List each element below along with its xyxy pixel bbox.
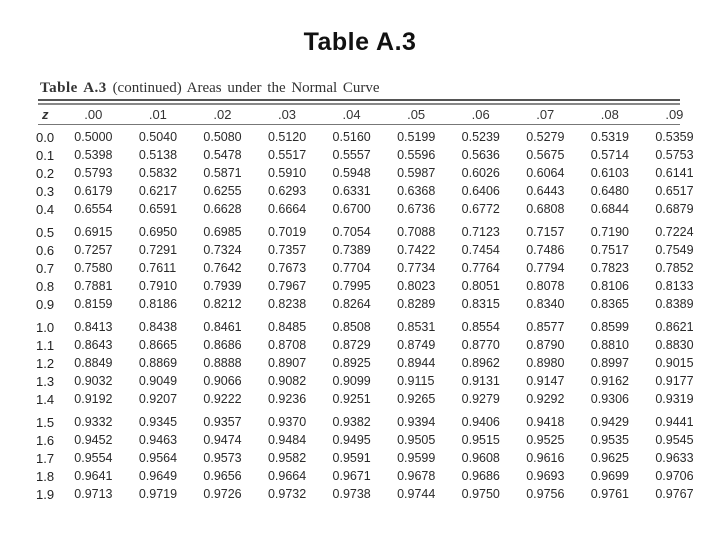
area-value-cell: 0.9474: [203, 433, 242, 447]
area-value-cell: 0.6844: [590, 202, 630, 216]
area-value-cell: 0.8869: [138, 356, 178, 370]
area-value-cell: 0.7190: [590, 225, 630, 239]
area-value-cell: 0.6103: [590, 166, 630, 180]
area-value-cell: 0.9706: [655, 469, 694, 483]
z-value-cell: 1.5: [36, 414, 55, 430]
area-value-cell: 0.9591: [332, 451, 371, 465]
column-header: .00: [84, 107, 103, 122]
area-value-cell: 0.7019: [267, 225, 307, 239]
area-value-cell: 0.9573: [203, 451, 242, 465]
area-value-cell: 0.9370: [267, 415, 307, 429]
area-value-cell: 0.5359: [655, 130, 694, 144]
area-value-cell: 0.6293: [267, 184, 307, 198]
area-value-cell: 0.7157: [526, 225, 565, 239]
caption-note: (continued): [112, 80, 182, 96]
area-value-cell: 0.9693: [526, 469, 565, 483]
area-value-cell: 0.7995: [332, 279, 371, 293]
area-value-cell: 0.9015: [655, 356, 694, 370]
column-header: .09: [665, 107, 684, 122]
area-value-cell: 0.8389: [655, 297, 694, 311]
z-value-cell: 1.7: [36, 450, 55, 466]
area-value-cell: 0.5636: [461, 148, 500, 162]
area-value-cell: 0.6331: [332, 184, 371, 198]
area-value-cell: 0.8686: [203, 338, 242, 352]
z-value-cell: 1.2: [36, 355, 55, 371]
caption-label: Table A.3: [40, 80, 107, 96]
area-value-cell: 0.7642: [203, 261, 242, 275]
area-value-cell: 0.7910: [138, 279, 178, 293]
area-value-cell: 0.8159: [74, 297, 113, 311]
area-value-cell: 0.9545: [655, 433, 694, 447]
table-body: [32, 124, 720, 503]
area-value-cell: 0.7967: [267, 279, 307, 293]
area-value-cell: 0.9738: [332, 487, 371, 501]
column-header: .07: [536, 107, 555, 122]
z-value-cell: 1.0: [36, 319, 55, 335]
area-value-cell: 0.9505: [397, 433, 436, 447]
area-value-cell: 0.8554: [461, 320, 500, 334]
area-value-cell: 0.9394: [397, 415, 436, 429]
area-value-cell: 0.9382: [332, 415, 371, 429]
area-value-cell: 0.8051: [461, 279, 500, 293]
area-value-cell: 0.7454: [461, 243, 500, 257]
area-value-cell: 0.6664: [267, 202, 307, 216]
area-value-cell: 0.8830: [655, 338, 694, 352]
area-value-cell: 0.9066: [203, 374, 242, 388]
area-value-cell: 0.5714: [590, 148, 630, 162]
area-value-cell: 0.8962: [461, 356, 500, 370]
column-header: .03: [277, 107, 297, 122]
area-value-cell: 0.5557: [332, 148, 371, 162]
top-rule: [38, 99, 680, 101]
normal-curve-table: [32, 105, 720, 503]
column-header: .06: [471, 107, 490, 122]
area-value-cell: 0.5596: [397, 148, 436, 162]
area-value-cell: 0.9162: [590, 374, 630, 388]
area-value-cell: 0.7324: [203, 243, 242, 257]
z-value-cell: 0.6: [36, 242, 55, 258]
table-row: [32, 241, 720, 259]
area-value-cell: 0.7088: [397, 225, 436, 239]
area-value-cell: 0.9292: [526, 392, 565, 406]
area-value-cell: 0.5279: [526, 130, 565, 144]
table-row: [32, 124, 720, 146]
area-value-cell: 0.5319: [590, 130, 630, 144]
column-header: .05: [407, 107, 426, 122]
area-value-cell: 0.9750: [461, 487, 500, 501]
area-value-cell: 0.9678: [397, 469, 436, 483]
area-value-cell: 0.8621: [655, 320, 694, 334]
area-value-cell: 0.9049: [138, 374, 178, 388]
area-value-cell: 0.9192: [74, 392, 113, 406]
area-value-cell: 0.6179: [74, 184, 113, 198]
area-value-cell: 0.6217: [138, 184, 178, 198]
area-value-cell: 0.8461: [203, 320, 242, 334]
area-value-cell: 0.9452: [74, 433, 113, 447]
area-value-cell: 0.7517: [590, 243, 630, 257]
area-value-cell: 0.7734: [397, 261, 436, 275]
area-value-cell: 0.7291: [138, 243, 178, 257]
area-value-cell: 0.9306: [590, 392, 630, 406]
area-value-cell: 0.5793: [74, 166, 113, 180]
z-value-cell: 0.8: [36, 278, 55, 294]
caption-text: Areas under the Normal Curve: [186, 80, 380, 96]
column-header-z: z: [42, 107, 49, 122]
z-value-cell: 0.4: [36, 201, 55, 217]
area-value-cell: 0.8186: [138, 297, 178, 311]
area-value-cell: 0.7823: [590, 261, 630, 275]
area-value-cell: 0.9279: [461, 392, 500, 406]
area-value-cell: 0.7486: [526, 243, 565, 257]
area-value-cell: 0.9332: [74, 415, 113, 429]
area-value-cell: 0.9554: [74, 451, 113, 465]
area-value-cell: 0.6443: [526, 184, 565, 198]
table-row: [32, 390, 720, 408]
area-value-cell: 0.9671: [332, 469, 371, 483]
area-value-cell: 0.5871: [203, 166, 242, 180]
area-value-cell: 0.9686: [461, 469, 500, 483]
table-row: [32, 431, 720, 449]
area-value-cell: 0.9115: [397, 374, 435, 388]
table-row: [32, 146, 720, 164]
area-value-cell: 0.7794: [526, 261, 565, 275]
area-value-cell: 0.6141: [655, 166, 694, 180]
area-value-cell: 0.9649: [138, 469, 178, 483]
area-value-cell: 0.8365: [590, 297, 630, 311]
z-value-cell: 0.9: [36, 296, 55, 312]
area-value-cell: 0.8212: [203, 297, 242, 311]
area-value-cell: 0.5675: [526, 148, 565, 162]
area-value-cell: 0.5948: [332, 166, 371, 180]
area-value-cell: 0.9429: [590, 415, 630, 429]
area-value-cell: 0.8810: [590, 338, 630, 352]
z-value-cell: 1.4: [36, 391, 55, 407]
area-value-cell: 0.6368: [397, 184, 436, 198]
area-value-cell: 0.8729: [332, 338, 371, 352]
column-header: .02: [213, 107, 232, 122]
area-value-cell: 0.8289: [397, 297, 436, 311]
area-value-cell: 0.6808: [526, 202, 565, 216]
area-value-cell: 0.6554: [74, 202, 113, 216]
area-value-cell: 0.9418: [526, 415, 565, 429]
area-value-cell: 0.9719: [138, 487, 178, 501]
area-value-cell: 0.9345: [138, 415, 178, 429]
area-value-cell: 0.6915: [74, 225, 113, 239]
area-value-cell: 0.8599: [590, 320, 630, 334]
area-value-cell: 0.8238: [267, 297, 307, 311]
area-value-cell: 0.9641: [74, 469, 113, 483]
table-row: [32, 467, 720, 485]
area-value-cell: 0.6985: [203, 225, 242, 239]
table-row: [32, 408, 720, 431]
z-value-cell: 0.5: [36, 224, 55, 240]
table-row: [32, 449, 720, 467]
area-value-cell: 0.9484: [267, 433, 307, 447]
area-value-cell: 0.9756: [526, 487, 565, 501]
area-value-cell: 0.7673: [267, 261, 307, 275]
area-value-cell: 0.9357: [203, 415, 242, 429]
area-value-cell: 0.7580: [74, 261, 113, 275]
area-value-cell: 0.9131: [461, 374, 500, 388]
area-value-cell: 0.6700: [332, 202, 371, 216]
area-value-cell: 0.8133: [655, 279, 694, 293]
area-value-cell: 0.7422: [397, 243, 436, 257]
header-row: [32, 105, 720, 124]
area-value-cell: 0.6064: [526, 166, 565, 180]
area-value-cell: 0.8849: [74, 356, 113, 370]
area-value-cell: 0.8980: [526, 356, 565, 370]
area-value-cell: 0.9082: [267, 374, 307, 388]
z-value-cell: 1.1: [36, 337, 55, 353]
area-value-cell: 0.5832: [138, 166, 178, 180]
area-value-cell: 0.5120: [267, 130, 307, 144]
table-row: [32, 372, 720, 390]
area-value-cell: 0.6517: [655, 184, 694, 198]
table-row: [32, 485, 720, 503]
area-value-cell: 0.9616: [526, 451, 565, 465]
area-value-cell: 0.5138: [138, 148, 178, 162]
area-value-cell: 0.8749: [397, 338, 436, 352]
area-value-cell: 0.9463: [138, 433, 178, 447]
area-value-cell: 0.8508: [332, 320, 371, 334]
area-value-cell: 0.9761: [590, 487, 630, 501]
area-value-cell: 0.9582: [267, 451, 307, 465]
area-value-cell: 0.9207: [138, 392, 178, 406]
area-value-cell: 0.7704: [332, 261, 371, 275]
area-value-cell: 0.8790: [526, 338, 565, 352]
area-value-cell: 0.8340: [526, 297, 565, 311]
area-value-cell: 0.5239: [461, 130, 500, 144]
table-row: [32, 259, 720, 277]
area-value-cell: 0.8665: [138, 338, 178, 352]
area-value-cell: 0.9236: [267, 392, 307, 406]
area-value-cell: 0.6736: [397, 202, 436, 216]
area-value-cell: 0.7224: [655, 225, 694, 239]
area-value-cell: 0.5753: [655, 148, 694, 162]
area-value-cell: 0.8264: [332, 297, 371, 311]
area-value-cell: 0.9222: [203, 392, 242, 406]
slide-title: Table A.3: [303, 28, 417, 56]
area-value-cell: 0.8413: [74, 320, 113, 334]
column-header: .04: [342, 107, 361, 122]
area-value-cell: 0.5160: [332, 130, 371, 144]
area-value-cell: 0.6879: [655, 202, 694, 216]
area-value-cell: 0.7389: [332, 243, 371, 257]
table-row: [32, 313, 720, 336]
table-row: [32, 164, 720, 182]
area-value-cell: 0.8708: [267, 338, 307, 352]
area-value-cell: 0.9265: [397, 392, 436, 406]
z-value-cell: 1.3: [36, 373, 55, 389]
column-header: .01: [148, 107, 167, 122]
area-value-cell: 0.9495: [332, 433, 371, 447]
table-caption: [40, 80, 380, 97]
area-value-cell: 0.7881: [74, 279, 113, 293]
area-value-cell: 0.9664: [267, 469, 307, 483]
area-value-cell: 0.9319: [655, 392, 694, 406]
area-value-cell: 0.9406: [461, 415, 500, 429]
area-value-cell: 0.5080: [203, 130, 242, 144]
area-value-cell: 0.5987: [397, 166, 436, 180]
area-value-cell: 0.7611: [138, 261, 177, 275]
area-value-cell: 0.7357: [267, 243, 307, 257]
area-value-cell: 0.9625: [590, 451, 630, 465]
table-row: [32, 200, 720, 218]
area-value-cell: 0.9525: [526, 433, 565, 447]
area-value-cell: 0.9099: [332, 374, 371, 388]
area-value-cell: 0.9608: [461, 451, 500, 465]
area-value-cell: 0.9535: [590, 433, 630, 447]
area-value-cell: 0.8770: [461, 338, 500, 352]
area-value-cell: 0.9744: [397, 487, 436, 501]
area-value-cell: 0.8023: [397, 279, 436, 293]
area-value-cell: 0.8106: [590, 279, 630, 293]
area-value-cell: 0.8944: [397, 356, 436, 370]
table-row: [32, 336, 720, 354]
area-value-cell: 0.9441: [655, 415, 694, 429]
area-value-cell: 0.5000: [74, 130, 113, 144]
area-value-cell: 0.9147: [526, 374, 565, 388]
area-value-cell: 0.9713: [74, 487, 113, 501]
area-value-cell: 0.8643: [74, 338, 113, 352]
area-value-cell: 0.8997: [590, 356, 630, 370]
z-value-cell: 0.2: [36, 165, 55, 181]
area-value-cell: 0.5910: [267, 166, 307, 180]
area-value-cell: 0.9032: [74, 374, 113, 388]
area-value-cell: 0.9656: [203, 469, 242, 483]
table-row: [32, 295, 720, 313]
area-value-cell: 0.5478: [203, 148, 242, 162]
area-value-cell: 0.6406: [461, 184, 500, 198]
area-value-cell: 0.6255: [203, 184, 242, 198]
area-value-cell: 0.7939: [203, 279, 242, 293]
area-value-cell: 0.5199: [397, 130, 436, 144]
area-value-cell: 0.9699: [590, 469, 630, 483]
area-value-cell: 0.9599: [397, 451, 436, 465]
area-value-cell: 0.8925: [332, 356, 371, 370]
area-value-cell: 0.8078: [526, 279, 565, 293]
area-value-cell: 0.8485: [267, 320, 307, 334]
area-value-cell: 0.7054: [332, 225, 371, 239]
table-row: [32, 354, 720, 372]
area-value-cell: 0.6480: [590, 184, 630, 198]
area-value-cell: 0.9767: [655, 487, 694, 501]
table-row: [32, 277, 720, 295]
area-value-cell: 0.9732: [267, 487, 307, 501]
z-value-cell: 1.9: [36, 486, 55, 502]
area-value-cell: 0.9251: [332, 392, 371, 406]
area-value-cell: 0.7257: [74, 243, 113, 257]
area-value-cell: 0.6628: [203, 202, 242, 216]
table-row: [32, 182, 720, 200]
area-value-cell: 0.6772: [461, 202, 500, 216]
area-value-cell: 0.8888: [203, 356, 242, 370]
area-value-cell: 0.8907: [267, 356, 307, 370]
area-value-cell: 0.8315: [461, 297, 500, 311]
area-value-cell: 0.8577: [526, 320, 565, 334]
z-value-cell: 1.8: [36, 468, 55, 484]
area-value-cell: 0.7123: [461, 225, 500, 239]
area-value-cell: 0.9726: [203, 487, 242, 501]
z-value-cell: 0.0: [36, 129, 55, 145]
area-value-cell: 0.7852: [655, 261, 694, 275]
z-value-cell: 0.1: [36, 147, 55, 163]
table-row: [32, 218, 720, 241]
area-value-cell: 0.8531: [397, 320, 436, 334]
area-value-cell: 0.8438: [138, 320, 178, 334]
area-value-cell: 0.9633: [655, 451, 694, 465]
area-value-cell: 0.5398: [74, 148, 113, 162]
area-value-cell: 0.7764: [461, 261, 500, 275]
area-value-cell: 0.6591: [138, 202, 178, 216]
area-value-cell: 0.6950: [138, 225, 178, 239]
column-header: .08: [600, 107, 619, 122]
area-value-cell: 0.6026: [461, 166, 500, 180]
z-value-cell: 0.7: [36, 260, 55, 276]
area-value-cell: 0.9515: [461, 433, 500, 447]
area-value-cell: 0.5040: [138, 130, 178, 144]
z-value-cell: 1.6: [36, 432, 55, 448]
area-value-cell: 0.9564: [138, 451, 178, 465]
z-value-cell: 0.3: [36, 183, 55, 199]
area-value-cell: 0.5517: [267, 148, 307, 162]
area-value-cell: 0.7549: [655, 243, 694, 257]
area-value-cell: 0.9177: [655, 374, 694, 388]
